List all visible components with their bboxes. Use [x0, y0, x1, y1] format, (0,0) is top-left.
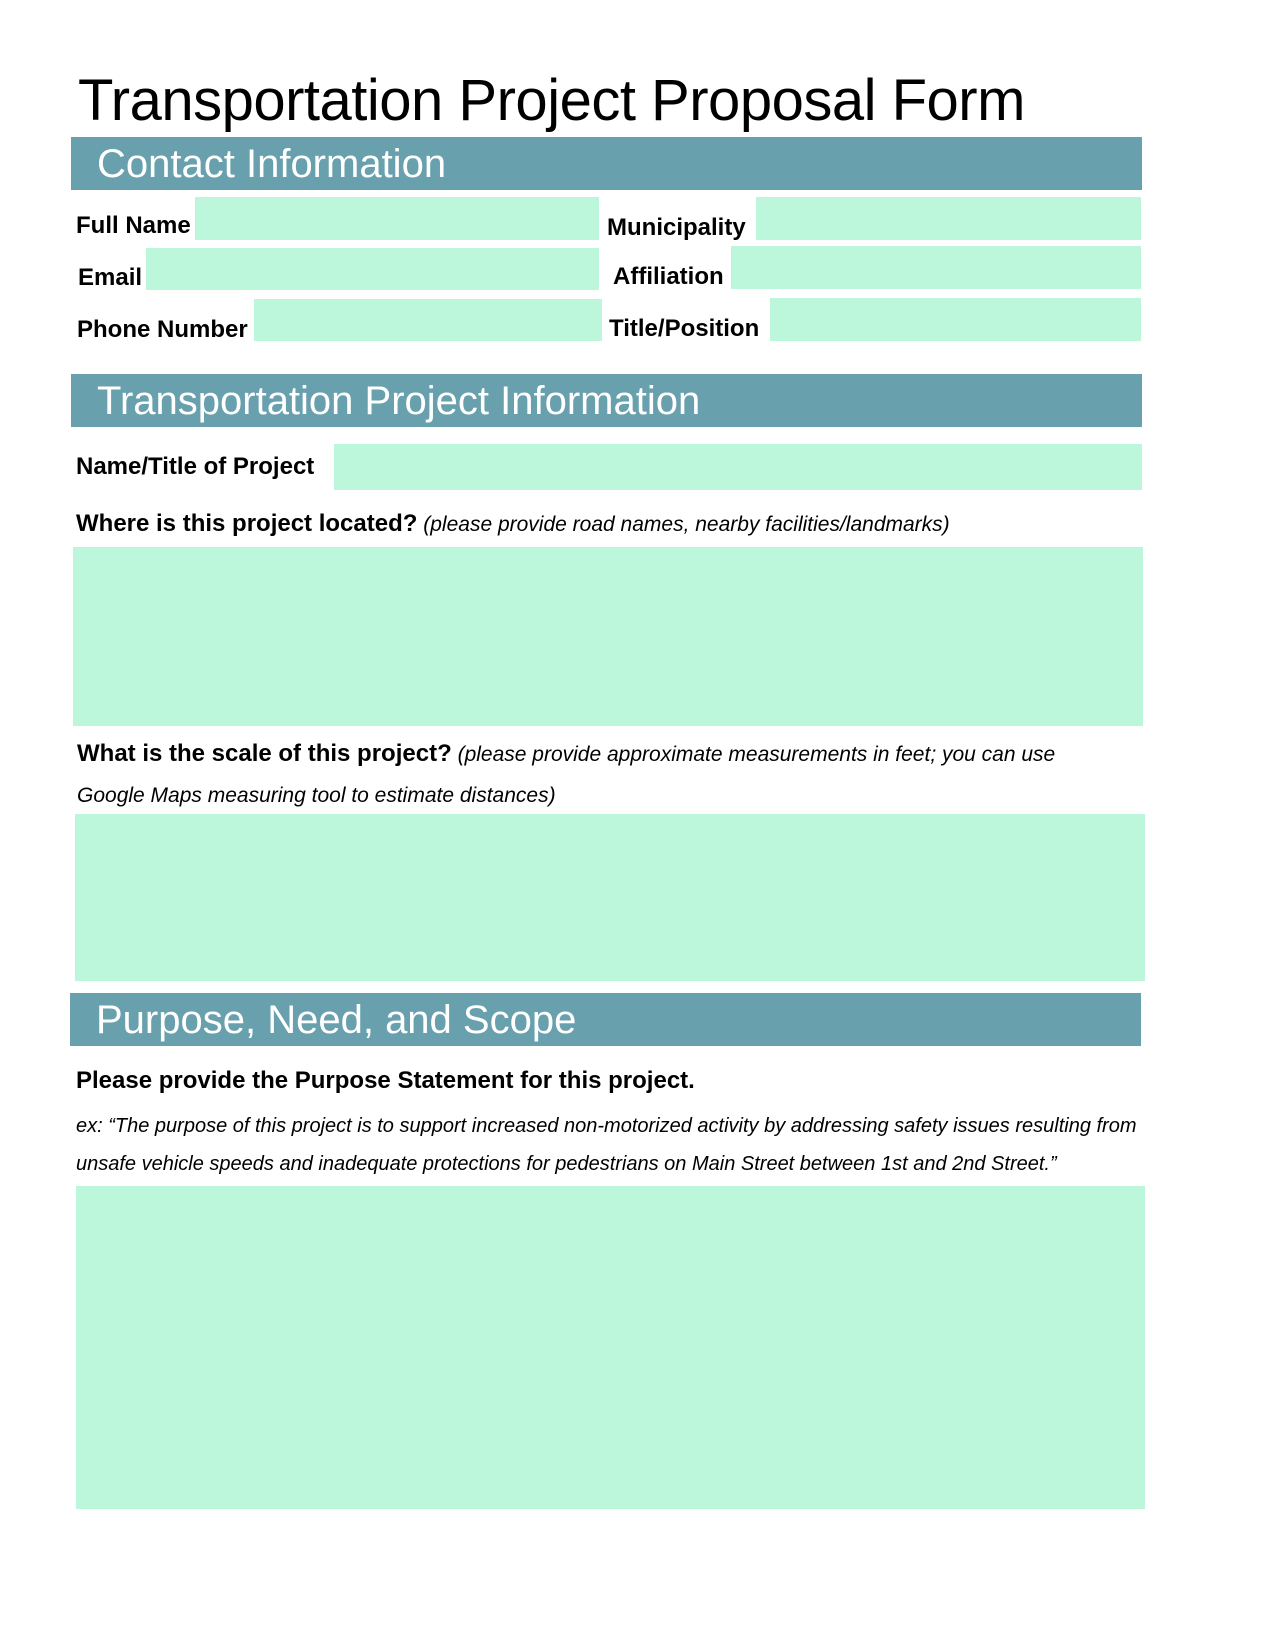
affiliation-label: Affiliation [613, 263, 724, 290]
title-position-label: Title/Position [609, 315, 760, 342]
full-name-input[interactable] [195, 197, 599, 240]
purpose-example: ex: “The purpose of this project is to support increased non-motorized activity by addressing safety issues resulting from unsafe vehicle speeds and inadequate protections for pedestrians on Main Street between 1st and 2nd Street.” [76, 1115, 1137, 1175]
project-section-header [71, 374, 1142, 427]
location-hint: (please provide road names, nearby facilities/landmarks) [423, 513, 950, 536]
contact-section-header [71, 137, 1142, 190]
full-name-label: Full Name [76, 212, 191, 239]
scale-hint: (please provide approximate measurements in feet; you can use Google Maps measuring tool to estimate distances) [77, 743, 1056, 807]
email-input[interactable] [146, 248, 599, 290]
email-label: Email [78, 264, 143, 291]
contact-section-title: Contact Information [97, 142, 447, 186]
project-name-label: Name/Title of Project [76, 453, 315, 480]
location-question-text: Where is this project located? [76, 510, 418, 537]
purpose-section-header [70, 993, 1141, 1046]
purpose-question: Please provide the Purpose Statement for this project. [76, 1067, 695, 1094]
purpose-textarea[interactable] [76, 1186, 1145, 1509]
scale-question [77, 733, 1087, 816]
title-position-input[interactable] [770, 298, 1141, 341]
phone-number-label: Phone Number [77, 316, 248, 343]
affiliation-input[interactable] [731, 246, 1141, 289]
project-section-title: Transportation Project Information [97, 379, 701, 423]
phone-number-input[interactable] [254, 299, 602, 341]
municipality-input[interactable] [756, 197, 1141, 240]
scale-textarea[interactable] [75, 814, 1145, 981]
municipality-label: Municipality [607, 214, 746, 241]
scale-question-text: What is the scale of this project? [77, 740, 452, 767]
purpose-section-title: Purpose, Need, and Scope [96, 998, 577, 1042]
project-name-input[interactable] [334, 444, 1142, 490]
page-title: Transportation Project Proposal Form [78, 68, 1025, 133]
location-textarea[interactable] [73, 547, 1143, 726]
location-question [76, 503, 1201, 545]
